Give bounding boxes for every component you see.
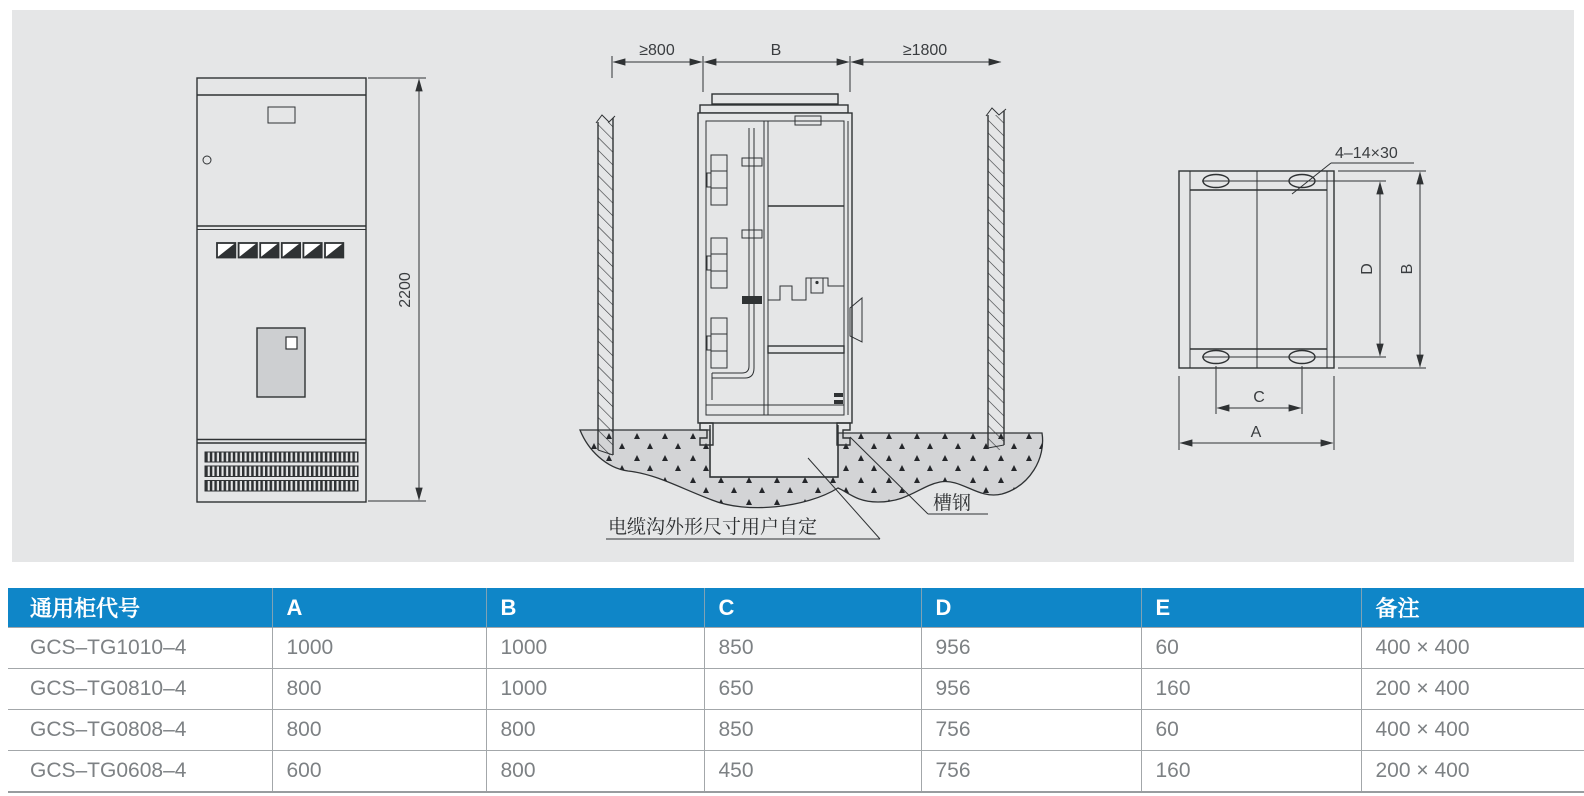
cell-a: 1000 xyxy=(272,628,486,669)
cabinet-section xyxy=(698,94,862,445)
cell-e: 160 xyxy=(1141,669,1361,710)
plan-view xyxy=(1179,145,1426,450)
cell-code: GCS–TG1010–4 xyxy=(8,628,272,669)
header-remark: 备注 xyxy=(1361,588,1584,628)
table-row xyxy=(8,710,1584,751)
technical-drawing-panel xyxy=(12,10,1574,562)
table-row xyxy=(8,628,1584,669)
drawing-canvas xyxy=(12,10,1574,562)
front-view xyxy=(197,78,426,502)
spec-table-header-row xyxy=(8,588,1584,628)
spec-table xyxy=(8,588,1584,793)
meter-panel xyxy=(257,328,305,397)
table-row xyxy=(8,751,1584,793)
cell-code: GCS–TG0608–4 xyxy=(8,751,272,793)
handle xyxy=(834,393,843,397)
header-c: C xyxy=(704,588,921,628)
cell-a: 600 xyxy=(272,751,486,793)
cell-e: 60 xyxy=(1141,628,1361,669)
cell-c: 650 xyxy=(704,669,921,710)
cable-trench xyxy=(710,425,838,477)
cell-a: 800 xyxy=(272,710,486,751)
cell-d: 956 xyxy=(921,669,1141,710)
note-cable-trench: 电缆沟外形尺寸用户自定 xyxy=(608,517,818,538)
table-row xyxy=(8,669,1584,710)
dim-a: A xyxy=(1250,424,1262,441)
slot-size-label: 4–14×30 xyxy=(1335,145,1398,162)
cell-c: 850 xyxy=(704,628,921,669)
dim-front-height: 2200 xyxy=(397,272,414,308)
dim-right-clearance: ≥1800 xyxy=(902,42,948,59)
cell-c: 850 xyxy=(704,710,921,751)
header-e: E xyxy=(1141,588,1361,628)
cell-code: GCS–TG0808–4 xyxy=(8,710,272,751)
cell-code: GCS–TG0810–4 xyxy=(8,669,272,710)
header-d: D xyxy=(921,588,1141,628)
dim-b: B xyxy=(1399,263,1416,275)
header-cabinet-code: 通用柜代号 xyxy=(8,588,272,628)
dim-d: D xyxy=(1359,263,1376,275)
dim-c: C xyxy=(1253,389,1265,406)
concrete-ground xyxy=(580,430,1043,508)
section-view xyxy=(580,42,1043,539)
cell-b: 1000 xyxy=(486,669,704,710)
top-dimension-chain xyxy=(612,42,1001,92)
cell-a: 800 xyxy=(272,669,486,710)
header-a: A xyxy=(272,588,486,628)
ventilation-grilles xyxy=(205,452,358,491)
cell-remark: 200 × 400 xyxy=(1361,669,1584,710)
front-height-dimension xyxy=(368,78,426,501)
dim-cabinet-depth: B xyxy=(770,42,782,59)
cell-e: 60 xyxy=(1141,710,1361,751)
cell-remark: 400 × 400 xyxy=(1361,628,1584,669)
cell-c: 450 xyxy=(704,751,921,793)
cell-e: 160 xyxy=(1141,751,1361,793)
lifting-plate xyxy=(712,94,838,104)
cell-d: 756 xyxy=(921,751,1141,793)
cell-b: 1000 xyxy=(486,628,704,669)
wall-right xyxy=(986,108,1006,450)
cell-b: 800 xyxy=(486,751,704,793)
plan-bottom-dimensions xyxy=(1179,366,1334,450)
cell-b: 800 xyxy=(486,710,704,751)
cell-remark: 200 × 400 xyxy=(1361,751,1584,793)
cell-d: 956 xyxy=(921,628,1141,669)
wall-left xyxy=(596,115,615,455)
cell-d: 756 xyxy=(921,710,1141,751)
dim-left-clearance: ≥800 xyxy=(639,42,675,59)
plan-right-dimensions xyxy=(1338,171,1426,368)
note-channel-steel: 槽钢 xyxy=(933,493,972,514)
header-b: B xyxy=(486,588,704,628)
cell-remark: 400 × 400 xyxy=(1361,710,1584,751)
